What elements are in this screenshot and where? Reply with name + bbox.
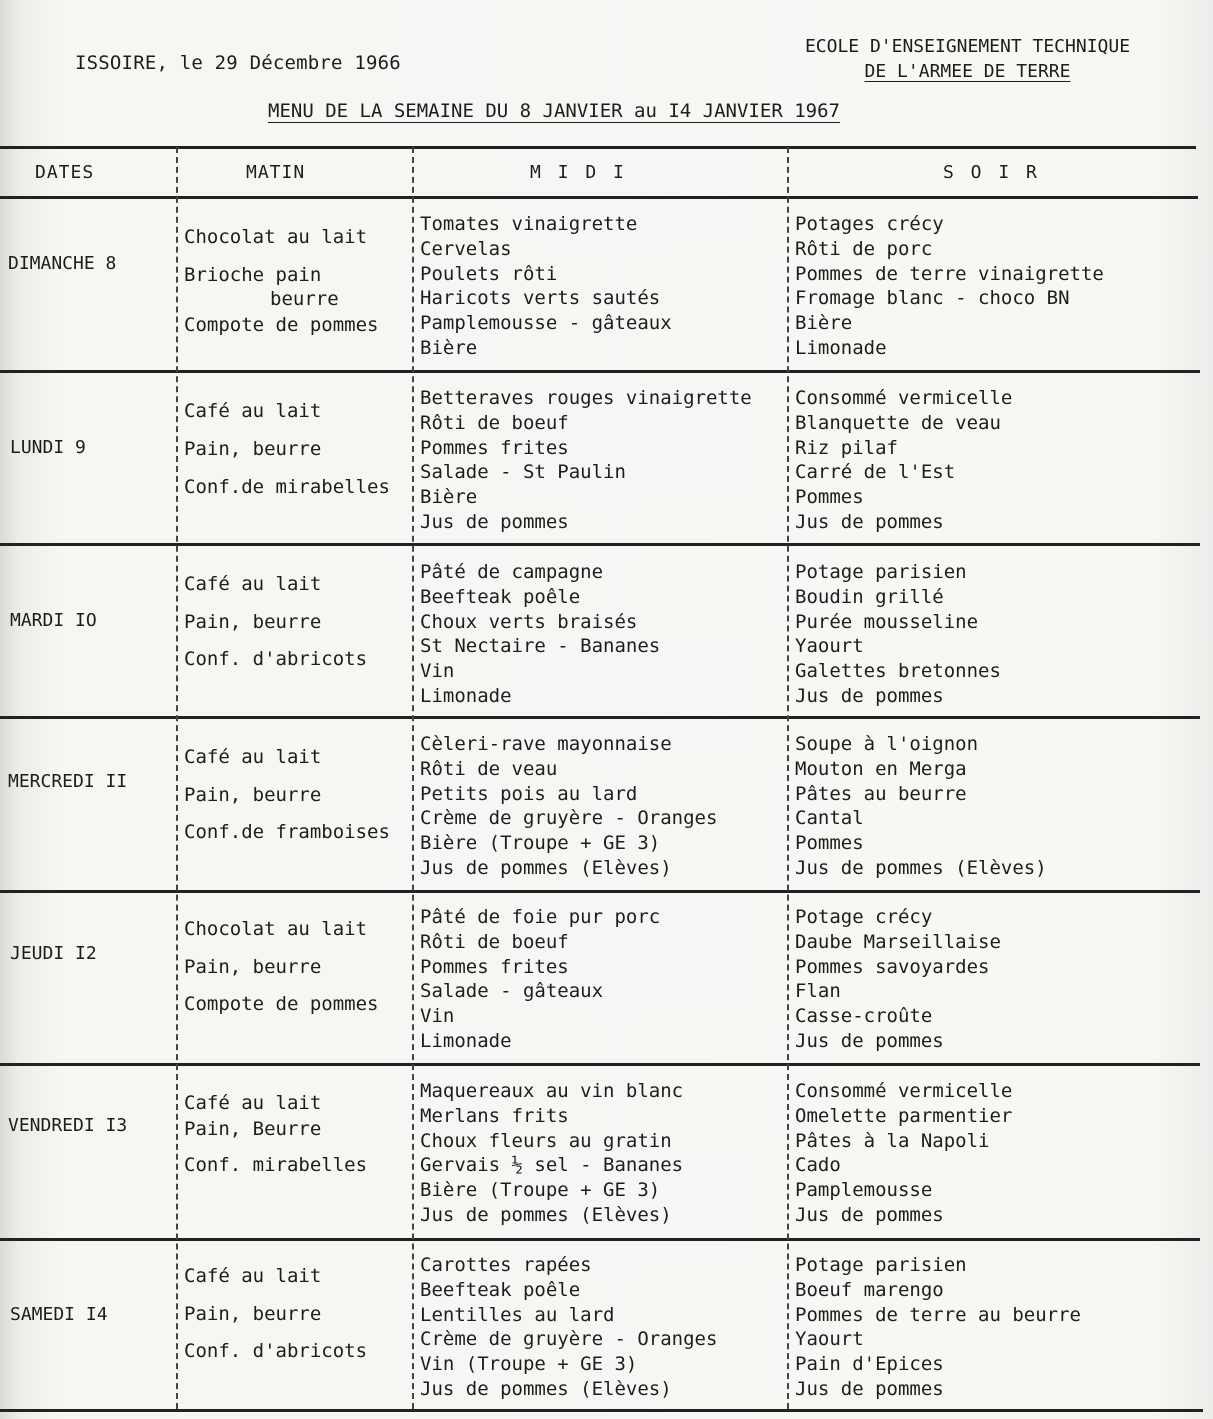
matin-item: Pain, beurre	[184, 438, 322, 460]
header-bottom-rule	[0, 196, 1198, 199]
midi-item: Maquereaux au vin blanc	[420, 1080, 684, 1102]
soir-item: Daube Marseillaise	[795, 930, 1001, 953]
midi-item: St Nectaire - Bananes	[420, 635, 661, 658]
matin-item: Conf. d'abricots	[184, 1340, 368, 1362]
table-bottom-rule	[0, 1409, 1203, 1412]
midi-item: Bière (Troupe + GE 3)	[420, 832, 661, 855]
midi-cell	[420, 905, 660, 1054]
matin-item: Conf.de mirabelles	[184, 476, 390, 498]
soir-item: Cantal	[795, 807, 864, 830]
matin-item: Café au lait	[184, 746, 322, 768]
soir-item: Pommes de terre vinaigrette	[795, 262, 1104, 285]
matin-item: Café au lait	[184, 1265, 322, 1287]
matin-item: Compote de pommes	[184, 993, 379, 1015]
matin-item: Pain, beurre	[184, 1303, 322, 1325]
soir-item: Mouton en Merga	[795, 757, 967, 780]
soir-item: Jus de pommes	[795, 684, 944, 707]
soir-item: Yaourt	[795, 1328, 864, 1351]
school-name	[775, 34, 1160, 84]
soir-item: Boudin grillé	[795, 585, 944, 608]
matin-item: Pain, beurre	[184, 956, 322, 978]
column-header-midi: M I D I	[530, 162, 627, 183]
midi-item: Choux fleurs au gratin	[420, 1129, 672, 1152]
soir-item: Cado	[795, 1154, 841, 1177]
midi-item: Jus de pommes	[420, 510, 569, 533]
day-label: MARDI IO	[10, 610, 97, 631]
column-separator	[787, 147, 789, 1409]
midi-item: Crème de gruyère - Oranges	[420, 1328, 718, 1351]
midi-item: Choux verts braisés	[420, 610, 638, 633]
matin-item: Compote de pommes	[184, 314, 379, 336]
soir-item: Pommes de terre au beurre	[795, 1303, 1081, 1326]
soir-item: Jus de pommes	[795, 510, 944, 533]
midi-item: Pamplemousse - gâteaux	[420, 312, 672, 335]
midi-item: Carottes rapées	[420, 1254, 592, 1276]
matin-item: beurre	[270, 288, 339, 310]
midi-item: Vin	[420, 660, 455, 683]
matin-item: Conf. d'abricots	[184, 648, 368, 670]
soir-item: Consommé vermicelle	[795, 387, 1013, 409]
matin-item: Brioche pain	[184, 264, 322, 286]
column-header-soir: S O I R	[943, 162, 1040, 183]
soir-item: Jus de pommes (Elèves)	[795, 856, 1047, 879]
midi-item: Beefteak poêle	[420, 585, 581, 608]
soir-cell	[795, 386, 1012, 535]
midi-item: Pommes frites	[420, 436, 569, 459]
midi-item: Haricots verts sautés	[420, 287, 661, 310]
soir-item: Limonade	[795, 336, 887, 359]
column-header-dates: DATES	[35, 162, 95, 183]
soir-item: Pommes	[795, 832, 864, 855]
soir-item: Jus de pommes	[795, 1377, 944, 1400]
column-separator	[176, 147, 178, 1409]
midi-item: Cèleri-rave mayonnaise	[420, 733, 672, 755]
matin-item: Café au lait	[184, 573, 322, 595]
matin-item: Chocolat au lait	[184, 226, 368, 248]
soir-item: Consommé vermicelle	[795, 1080, 1013, 1102]
matin-item: Café au lait	[184, 400, 322, 422]
soir-cell	[795, 905, 1001, 1054]
matin-item: Café au lait	[184, 1092, 322, 1114]
soir-cell	[795, 560, 1001, 709]
soir-item: Boeuf marengo	[795, 1278, 944, 1301]
soir-item: Pain d'Epices	[795, 1353, 944, 1376]
midi-cell	[420, 732, 717, 881]
soir-cell	[795, 1079, 1012, 1228]
midi-item: Pâté de campagne	[420, 561, 604, 583]
soir-item: Flan	[795, 980, 841, 1003]
soir-item: Potage parisien	[795, 1254, 967, 1276]
soir-item: Pommes savoyardes	[795, 955, 990, 978]
matin-item: Conf.de framboises	[184, 821, 390, 843]
day-label: MERCREDI II	[8, 771, 128, 792]
matin-item: Pain, Beurre	[184, 1118, 322, 1140]
matin-item: Chocolat au lait	[184, 918, 368, 940]
midi-item: Pâté de foie pur porc	[420, 906, 661, 928]
soir-item: Bière	[795, 312, 853, 335]
row-divider	[0, 890, 1200, 893]
midi-cell	[420, 1253, 717, 1402]
place-date: ISSOIRE, le 29 Décembre 1966	[75, 52, 401, 74]
soir-item: Casse-croûte	[795, 1005, 933, 1028]
soir-item: Galettes bretonnes	[795, 660, 1001, 683]
soir-item: Omelette parmentier	[795, 1104, 1013, 1127]
soir-item: Yaourt	[795, 635, 864, 658]
midi-item: Rôti de veau	[420, 757, 558, 780]
soir-item: Blanquette de veau	[795, 411, 1001, 434]
midi-item: Gervais ½ sel - Bananes	[420, 1154, 684, 1177]
midi-item: Jus de pommes (Elèves)	[420, 1377, 672, 1400]
midi-item: Salade - gâteaux	[420, 980, 604, 1003]
soir-item: Rôti de porc	[795, 237, 933, 260]
soir-item: Carré de l'Est	[795, 461, 956, 484]
midi-item: Poulets rôti	[420, 262, 558, 285]
week-title: MENU DE LA SEMAINE DU 8 JANVIER au I4 JANVIER 1967	[268, 100, 840, 122]
soir-item: Pamplemousse	[795, 1179, 933, 1202]
midi-item: Bière (Troupe + GE 3)	[420, 1179, 661, 1202]
row-divider	[0, 543, 1200, 546]
midi-item: Vin	[420, 1005, 455, 1028]
row-divider	[0, 370, 1200, 373]
midi-item: Petits pois au lard	[420, 782, 638, 805]
row-divider	[0, 1238, 1200, 1241]
day-label: JEUDI I2	[10, 943, 97, 964]
matin-item: Pain, beurre	[184, 611, 322, 633]
midi-item: Limonade	[420, 684, 512, 707]
midi-item: Beefteak poêle	[420, 1278, 581, 1301]
matin-item: Conf. mirabelles	[184, 1154, 368, 1176]
midi-item: Merlans frits	[420, 1104, 569, 1127]
midi-cell	[420, 560, 660, 709]
soir-item: Potage parisien	[795, 561, 967, 583]
soir-item: Soupe à l'oignon	[795, 733, 979, 755]
column-separator	[412, 147, 414, 1409]
soir-item: Fromage blanc - choco BN	[795, 287, 1070, 310]
school-line-2: DE L'ARMEE DE TERRE	[864, 61, 1071, 82]
row-divider	[0, 1063, 1200, 1066]
day-label: VENDREDI I3	[8, 1115, 128, 1136]
soir-cell	[795, 1253, 1081, 1402]
day-label: SAMEDI I4	[10, 1304, 108, 1325]
midi-item: Jus de pommes (Elèves)	[420, 1203, 672, 1226]
soir-item: Jus de pommes	[795, 1203, 944, 1226]
column-header-matin: MATIN	[246, 162, 306, 183]
midi-item: Jus de pommes (Elèves)	[420, 856, 672, 879]
midi-item: Betteraves rouges vinaigrette	[420, 387, 752, 409]
school-line-1: ECOLE D'ENSEIGNEMENT TECHNIQUE	[804, 36, 1131, 57]
soir-item: Purée mousseline	[795, 610, 979, 633]
soir-item: Pâtes à la Napoli	[795, 1129, 990, 1152]
midi-cell	[420, 386, 752, 535]
soir-item: Pommes	[795, 486, 864, 509]
midi-item: Crème de gruyère - Oranges	[420, 807, 718, 830]
soir-item: Potages crécy	[795, 213, 944, 235]
midi-cell	[420, 1079, 683, 1228]
soir-cell	[795, 212, 1104, 361]
midi-item: Rôti de boeuf	[420, 411, 569, 434]
midi-item: Limonade	[420, 1029, 512, 1052]
soir-item: Jus de pommes	[795, 1029, 944, 1052]
midi-item: Rôti de boeuf	[420, 930, 569, 953]
midi-cell	[420, 212, 672, 361]
midi-item: Vin (Troupe + GE 3)	[420, 1353, 638, 1376]
midi-item: Bière	[420, 336, 478, 359]
table-top-rule	[0, 146, 1196, 149]
midi-item: Cervelas	[420, 237, 512, 260]
row-divider	[0, 716, 1200, 719]
matin-item: Pain, beurre	[184, 784, 322, 806]
day-label: LUNDI 9	[10, 437, 86, 458]
day-label: DIMANCHE 8	[8, 253, 117, 274]
midi-item: Salade - St Paulin	[420, 461, 626, 484]
midi-item: Tomates vinaigrette	[420, 213, 638, 235]
soir-cell	[795, 732, 1047, 881]
midi-item: Pommes frites	[420, 955, 569, 978]
soir-item: Pâtes au beurre	[795, 782, 967, 805]
midi-item: Bière	[420, 486, 478, 509]
soir-item: Potage crécy	[795, 906, 933, 928]
midi-item: Lentilles au lard	[420, 1303, 615, 1326]
soir-item: Riz pilaf	[795, 436, 898, 459]
